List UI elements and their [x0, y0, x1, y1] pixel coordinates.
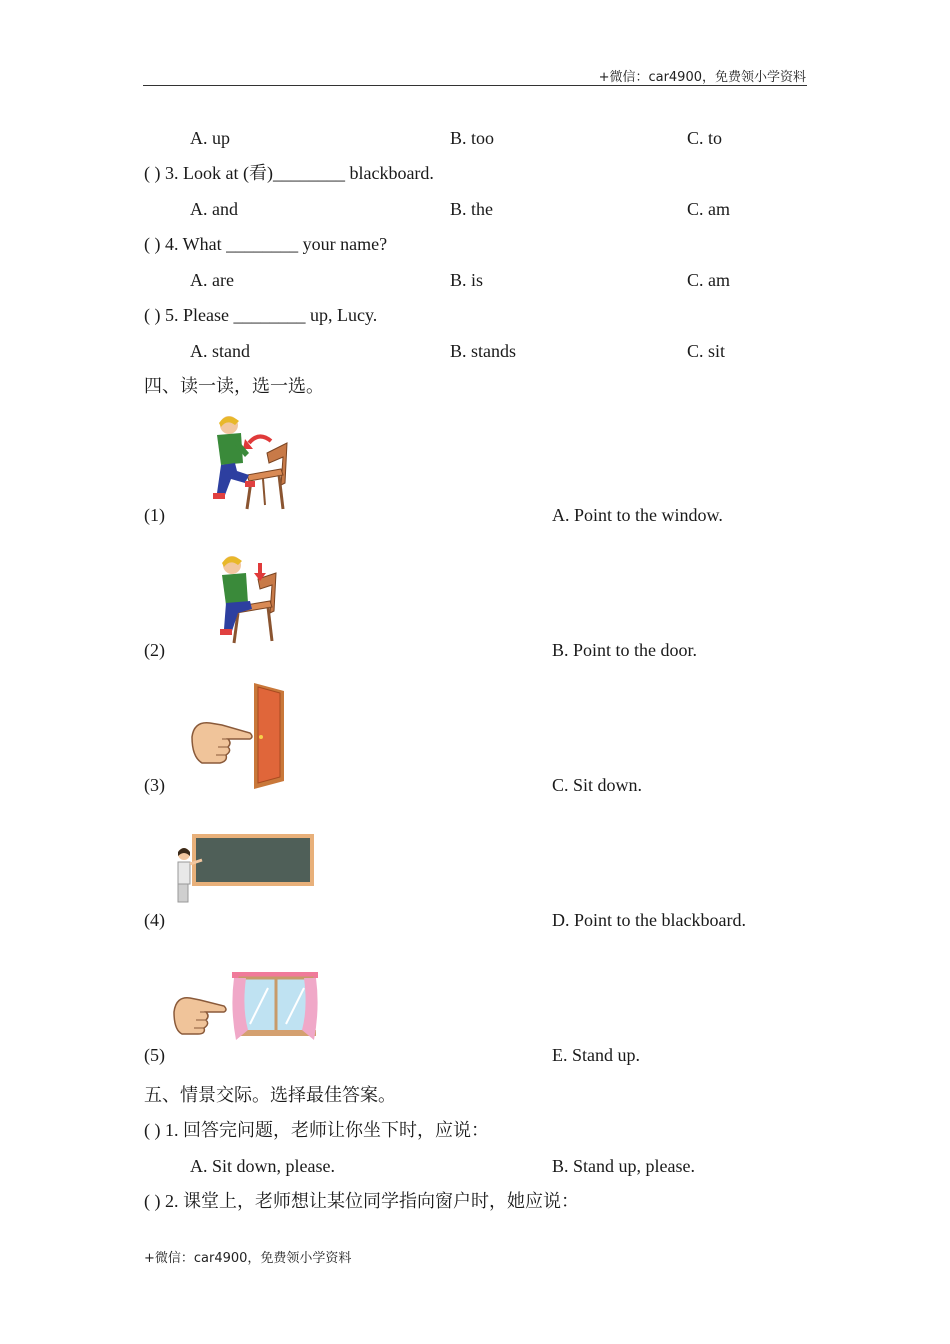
- q3-option-c: C. am: [687, 199, 730, 219]
- choice-b: B. Point to the door.: [552, 640, 698, 660]
- header-wechat: +微信：car4900，免费领小学资料: [598, 70, 806, 85]
- q3-option-b: B. the: [450, 199, 493, 219]
- q4-option-b: B. is: [450, 270, 484, 290]
- item-2-number: (2): [144, 640, 165, 660]
- q4-stem: ( ) 4. What ________ your name?: [144, 234, 388, 254]
- item-1-number: (1): [144, 505, 165, 525]
- s5-q1-option-a: A. Sit down, please.: [190, 1156, 335, 1176]
- q5-option-c: C. sit: [687, 341, 726, 361]
- choice-a: A. Point to the window.: [552, 505, 723, 525]
- q2-option-a: A. up: [190, 128, 230, 148]
- hand-pointing-to-window-icon: [170, 968, 322, 1044]
- choice-d: D. Point to the blackboard.: [552, 910, 746, 930]
- boy-sitting-down-on-chair-icon: [210, 551, 290, 646]
- q5-option-a: A. stand: [190, 341, 250, 361]
- q3-stem: ( ) 3. Look at (看)________ blackboard.: [144, 163, 434, 183]
- header-divider: [143, 85, 807, 86]
- q4-option-a: A. are: [190, 270, 234, 290]
- q5-stem: ( ) 5. Please ________ up, Lucy.: [144, 305, 378, 325]
- q5-option-b: B. stands: [450, 341, 517, 361]
- s5-q1-option-b: B. Stand up, please.: [552, 1156, 695, 1176]
- s5-q2-stem: ( ) 2. 课堂上，老师想让某位同学指向窗户时，她应说：: [144, 1191, 579, 1211]
- q2-option-b: B. too: [450, 128, 495, 148]
- item-4-number: (4): [144, 910, 165, 930]
- q3-option-a: A. and: [190, 199, 238, 219]
- choice-e: E. Stand up.: [552, 1045, 640, 1065]
- boy-standing-up-from-chair-icon: [205, 413, 295, 513]
- footer-wechat: +微信：car4900，免费领小学资料: [144, 1251, 352, 1266]
- q4-option-c: C. am: [687, 270, 730, 290]
- choice-c: C. Sit down.: [552, 775, 643, 795]
- section5-title: 五、情景交际。选择最佳答案。: [144, 1085, 396, 1105]
- s5-q1-stem: ( ) 1. 回答完问题，老师让你坐下时，应说：: [144, 1120, 489, 1140]
- q2-option-c: C. to: [687, 128, 723, 148]
- teacher-pointing-to-blackboard-icon: [168, 832, 318, 906]
- section4-title: 四、读一读，选一选。: [144, 376, 324, 396]
- item-5-number: (5): [144, 1045, 165, 1065]
- item-3-number: (3): [144, 775, 165, 795]
- hand-pointing-to-door-icon: [188, 677, 292, 792]
